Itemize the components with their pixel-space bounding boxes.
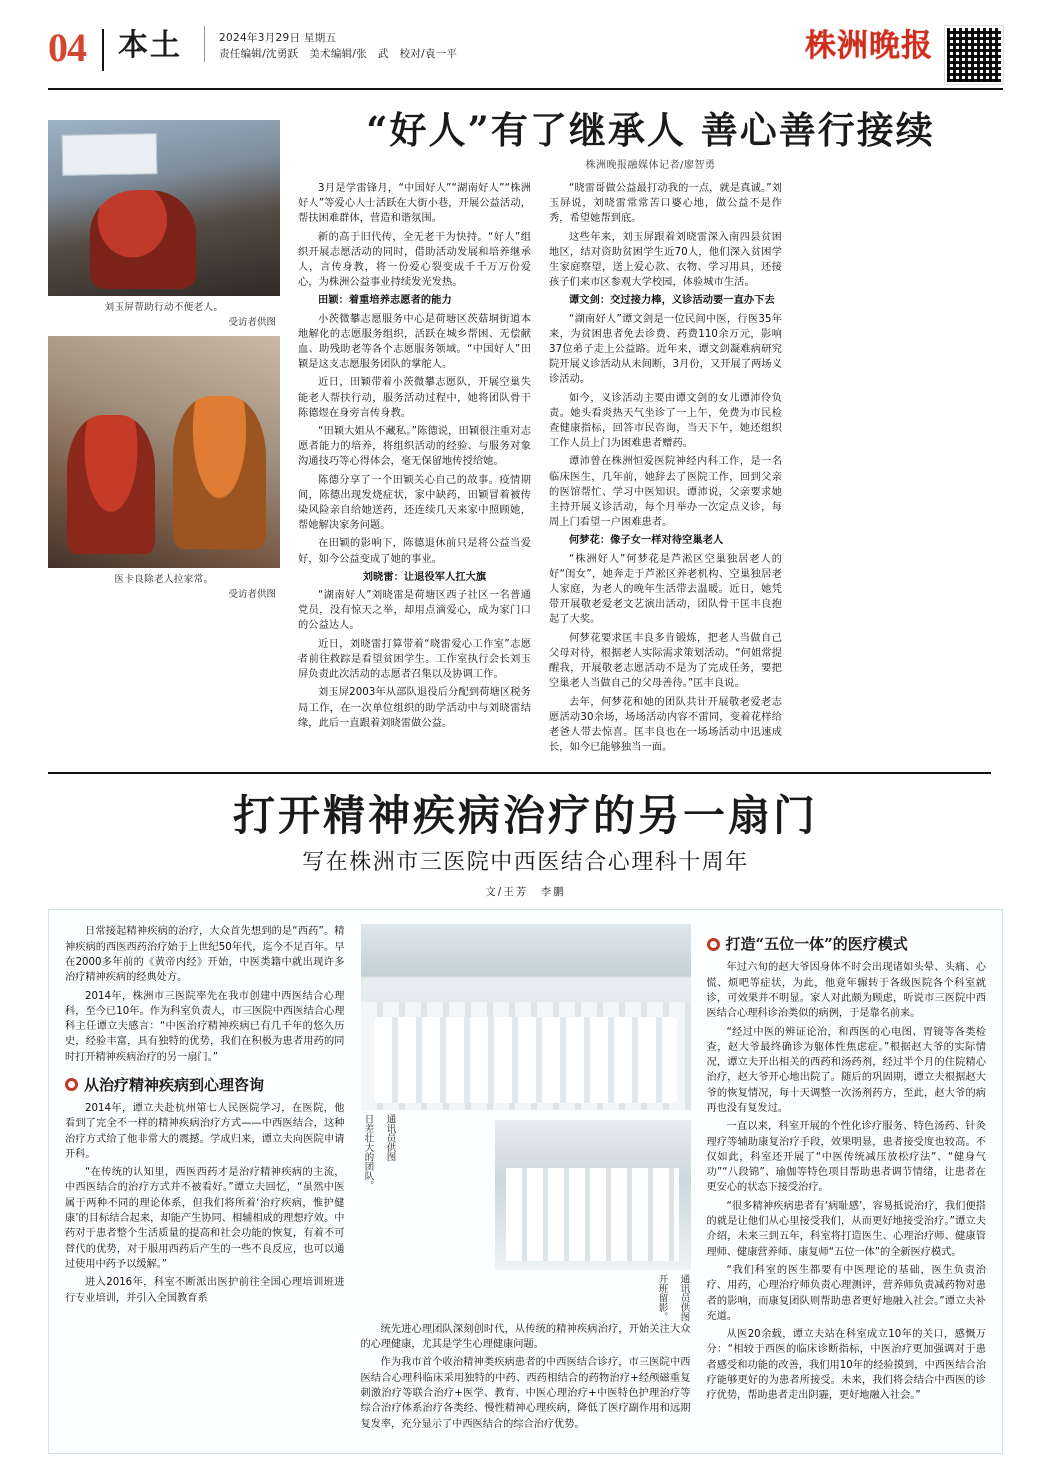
top-story-column-2 [549,181,782,758]
bullet-dot-icon [65,1078,78,1091]
paragraph: 如今，义诊活动主要由谭文剑的女儿谭沛伶负责。她头看炎热天气坐诊了一上午，免费为市民检查健康指标，回答市民咨询，当天下午，她还组织工作人员上门为困难患者赠药。 [549,392,782,450]
paragraph: 进入2016年，科室不断派出医护前往全国心理培训班进行专业培训，并引入全国教育系 [65,1277,345,1304]
feature-column-2 [361,924,691,1435]
paragraph: 何梦花要求匡丰良多肯锻炼，把老人当做自己父母对待，根据老人实际需求策划活动。“何姐常提醒我，开展敬老志愿活动不是为了完成任务，要把空巢老人当做自己的父母善待。”匡丰良说。 [549,632,782,690]
paragraph: “很多精神疾病患者有‘病耻感’，容易抵说治疗，我们便搭的就是让他们从心里接受我们，从而更好地接受治疗。”谭立夫介绍，未来三到五年，科室将打造医生、心理治疗师、健康管理师、健康营养师、康复师“五位一体”的全新医疗模式。 [706,1200,986,1258]
paragraph: 小茨微攀志愿服务中心是荷塘区茨菇垌街道本地解化的志愿服务组织，活跃在城乡帮困、无偿献血、助残助老等各个志愿服务领域。“中国好人”田颖是这支志愿服务团队的掌舵人。 [298,313,531,371]
photo-credit: 受访者供图 [228,317,276,328]
masthead-logo-group [805,26,1003,84]
subheading-label: 打造“五位一体”的医疗模式 [725,935,908,954]
paragraph: “湖南好人”刘晓雷是荷塘区西子社区一名普通党员，没有惊天之举，却用点滴爱心，成为家门口的公益达人。 [298,590,531,632]
paragraph: 刘玉屏2003年从部队退役后分配到荷塘区税务局工作，在一次单位组织的助学活动中与刘晓雷结缘，此后一直跟着刘晓雷做公益。 [298,687,531,729]
subheading-tianying: 田颖：着重培养志愿者的能力 [318,294,452,307]
qr-code-icon[interactable] [945,26,1003,84]
paragraph: “晓雷哥做公益最打动我的一点，就是真诚。”刘玉屏说，刘晓雷常常苦口婆心地，做公益不是作秀，希望她帮到底。 [549,183,782,225]
paragraph: 近日，田颖带着小茨微攀志愿队，开展空巢失能老人帮扶行动，服务活动过程中，她将团队骨干陈德煜在身旁言传身教。 [298,377,531,419]
photo-caption: 刘玉屏帮助行动不便老人。 [104,302,224,313]
photo-volunteer-helping [48,120,280,296]
photo-training-class [495,1120,691,1270]
paragraph: 从医20余载，谭立夫站在科室成立10年的关口，感慨万分：“相较于西医的临床诊断指标，中医治疗更加强调对于患者感受和功能的改善，我们用10年的经验摸到，中西医结合治疗能够更好的为患者所接受。未来，我们将会结合中西医的诊疗优势，帮助患者走出阴霾，更好地融入社会。” [706,1329,986,1402]
top-story-columns [298,181,1003,758]
photo-credit: 受访者供图 [228,589,276,600]
paragraph: “经过中医的辨证论治，和西医的心电图、胃镜等各类检查，赵大爷最终确诊为躯体性焦虑症。”根据赵大爷的实际情况，谭立夫开出相关的西药和汤药剂，经过半个月的住院精心治疗，赵大爷开心地出院了。随后的巩固期，谭立夫根据赵大爷的恢复情况，每十天调整一次汤剂药方，至此，赵大爷的病再也没有复发过。 [706,1026,986,1114]
feature-title: 打开精神疾病治疗的另一扇门 [232,791,818,841]
paragraph: 2014年，谭立夫赴杭州第七人民医院学习，在医院，他看到了完全不一样的精神疾病治疗方式——中西医结合，这种治疗方式给了他非常大的震撼。学成归来，谭立夫向医院申请开科。 [65,1102,345,1160]
top-story-headline: “好人”有了继承人 善心善行接续 [366,108,935,152]
feature-byline: 文/王芳 李鹏 [485,886,566,899]
feature-column-3 [707,924,987,1435]
page-number: 04 [48,25,86,70]
paragraph: 去年，何梦花和她的团队共计开展敬老爱老志愿活动30余场，场场活动内容不雷同，变着花样给老爸人带去惊喜。匡丰良也在一场场活动中迅速成长，如今已能够独当一面。 [549,696,782,754]
paragraph: 谭沛曾在株洲恒爱医院神经内科工作，是一名临床医生，几年前，她辞去了医院工作，回到父亲的医馆帮忙、学习中医知识。谭沛说，父亲要求她主持开展义诊活动，每个月举办一次定点义诊，每周上门看望一户困难患者。 [549,456,782,529]
paragraph: 一直以来，科室开展的个性化诊疗服务、特色汤药、针灸理疗等辅助康复治疗手段，效果明显，患者接受度也较高。不仅如此，科室还开展了“中医传统减压放松疗法”、“健身气功”“八段锦”、瑜伽等特色项目帮助患者调节情绪，让患者在更安心的状态下接受治疗。 [706,1121,986,1194]
paragraph: 2014年，株洲市三医院率先在我市创建中西医结合心理科，至今已10年。作为科室负责人，市三医院中西医结合心理科主任谭立夫感言：“中医治疗精神疾病已有几千年的悠久历史，经验丰富，具有独特的优势，我们在积极为患者用药的同时打开精神疾病治疗的另一扇门。” [65,990,345,1063]
feature-article [48,788,1003,1454]
subheading-tanwenjian: 谭文剑：交过接力棒，义诊活动要一直办下去 [569,294,775,307]
top-story-column-1 [298,181,531,758]
masthead-divider [102,29,104,71]
paragraph: 在田颖的影响下，陈德退休前只是将公益当爱好，如今公益变成了她的事业。 [298,538,531,565]
paragraph: 这些年来，刘玉屏跟着刘晓雷深入南四县贫困地区，结对资助贫困学生近70人，他们深入贫困学生家庭察望，送上爱心款、衣物、学习用具，还接孩子们来市区参观大学校园，体验城市生活。 [549,231,782,289]
paragraph: “株洲好人”何梦花是芦淞区空巢独居老人的好“闺女”，她奔走于芦淞区养老机构、空巢独居老人家庭，为老人的晚年生活带去温暖。近日，她凭带开展敬老爱老文艺演出活动，团队骨干匡丰良抱起了大奖。 [549,553,782,626]
paragraph: “湖南好人”谭文剑是一位民间中医，行医35年来，为贫困患者免去诊费、药费110余万元，影响37位弟子走上公益路。近年来，谭文剑凝难病研究院开展义诊活动从未间断，3月份，又开展了两场义诊活动。 [549,313,782,386]
subheading-liuxiaolei: 刘晓雷：让退役军人扛大旗 [362,570,487,583]
feature-subtitle: 写在株洲市三医院中西医结合心理科十周年 [302,850,749,876]
photo-credit: 通讯员供图 [678,1274,690,1322]
feature-columns [48,909,1003,1454]
photo-chatting-with-elder [48,336,280,568]
photo-medical-team [361,924,691,1110]
top-story-photos [48,120,280,608]
photo-caption-group [361,1114,691,1274]
paragraph: 年过六旬的赵大爷因身体不时会出现诸如头晕、头痛、心慌、烦吧等症状，为此，他竟年辗转于各级医院各个科室就诊，可效果并不明显。家人对此颇为顾虑，听说市三医院中西医结合心理科诊治类似的病例，于是靠名前来。 [706,962,986,1020]
paragraph: 作为我市首个收治精神类疾病患者的中西医结合诊疗，市三医院中西医结合心理科临床采用独特的中药、西药相结合的药物治疗+经颅磁重复刺激治疗等联合治疗+医学、教育、中医心理治疗+中医特色护理治疗等综合治疗体系治疗各类经、慢性精神心理疾病，降低了医疗副作用和远期复发率，充分显示了中西医结合的综合治疗优势。 [360,1357,691,1430]
paragraph: 陈德分享了一个田颖关心自己的故事。疫情期间，陈德出现发烧症状，家中缺药，田颖冒着被传染风险亲自给她送药，还连续几天来家中照顾她，帮她解决家务问题。 [298,474,531,532]
subheading-label: 从治疗精神疾病到心理咨询 [84,1075,265,1094]
paragraph: 统先进心理团队深刻创时代，从传统的精神疾病治疗，开始关注大众的心理健康，尤其是学生心理健康问题。 [360,1323,691,1351]
subheading-from-treatment-to-counseling [65,1073,345,1097]
publish-date: 2024年3月29日 星期五 [219,32,337,44]
top-story [48,106,1003,758]
paragraph: “在传统的认知里，西医西药才是治疗精神疾病的主流，中西医结合的治疗方式并不被看好。”谭立夫回忆，“虽然中医属于两种不同的理论体系，但我们将所着‘治疗疾病，惟护健康’的目标结合起来，却能产生协同、相辅相成的理想疗效。中药对于患者整个生活质量的提高和社会功能的恢复，有着不可替代的优势，对于服用西药后产生的一些不良反应，也可以通过使用中药予以缓解。” [65,1167,345,1270]
paragraph: 新的高于旧代传，全无老干为快持。“好人”组织开展志愿活动的同时，借助活动发展和培养继承人，言传身教，将一份爱心裂变成千千万万份爱心，为株洲公益事业持续发光发热。 [298,231,531,289]
paragraph: 近日，刘晓雷打算带着“晓雷爱心工作室”志愿者前往救踪是看望贫困学生。工作室执行会长刘玉屏负责此次活动的志愿者召集以及协调工作。 [298,638,531,681]
paragraph: “我们科室的医生都要有中医理论的基础，医生负责治疗、用药，心理治疗师负责心理测评，营养师负责减药物对患者的影响，而康复团队则帮助患者更好地融入社会。”谭立夫补充道。 [706,1264,986,1322]
paragraph: 3月是学雷锋月，“中国好人”“湖南好人”“株洲好人”等爱心人士活跃在大街小巷，开展公益活动，帮扶困难群体，营造和谐氛围。 [298,183,531,225]
section-title: 本土 [118,28,182,63]
subheading-five-in-one-model [707,932,987,956]
paragraph: 日常接起精神疾病的治疗，大众首先想到的是“西药”。精神疾病的西医西药治疗始于上世纪50年代，迄今不足百年。早在2000多年前的《黄帝内经》开始，中医类籍中就出现许多治疗精神疾病的经典处方。 [65,926,345,984]
top-story-byline: 株洲晚报融媒体记者/廖智勇 [585,160,716,171]
photo-caption: 日差壮大的团队。 [362,1114,374,1191]
paper-logo: 株洲晚报 [805,28,933,64]
bullet-dot-icon [707,938,720,951]
paragraph: “田颖大姐从不藏私。”陈德说，田颖很注重对志愿者能力的培养，将组织活动的经验、与服务对象沟通技巧等心得体会，毫无保留地传授给她。 [298,426,531,468]
editor-credits: 责任编辑/沈勇跃 美术编辑/张 武 校对/袁一平 [219,48,458,60]
photo-caption-group-2 [361,1274,691,1322]
photo-caption: 开班留影。 [656,1274,668,1322]
feature-column-1 [65,924,345,1435]
masthead-meta [204,26,457,62]
photo-caption: 医卡良除老人拉家常。 [114,574,214,585]
subheading-hemenghua: 何梦花：像子女一样对待空巢老人 [569,534,724,547]
photo-credit: 通讯员供图 [384,1114,396,1162]
section-divider [48,772,991,774]
masthead [48,26,1003,90]
